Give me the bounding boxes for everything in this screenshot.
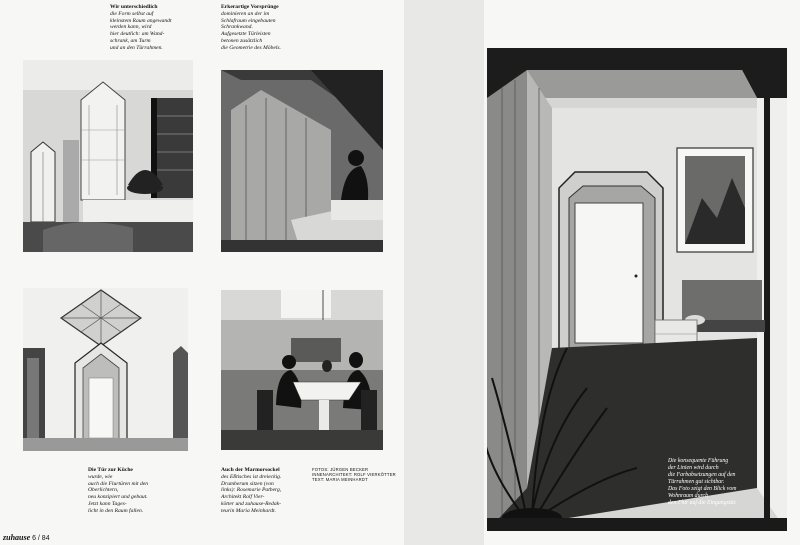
caption-title: Wir unterschiedlich [110,4,158,10]
caption-line: dominieren an der im [221,10,270,17]
photo-dining-table-image [221,290,383,450]
caption-top-right [221,4,316,52]
caption-line: neu konzipiert und gebaut. [88,494,148,501]
photo-bedroom-wardrobe-image [221,70,383,252]
caption-line: und an den Türrahmen. [110,44,163,51]
credit-line: INNENARCHITEKT: ROLF VIERKÖTTER [312,472,396,477]
overlay-line: Wohnraum durch [668,493,708,499]
caption-line: licht in den Raum fallen. [88,507,144,514]
caption-bottom-left [88,467,188,515]
photo-kitchen-door-image [23,288,188,451]
caption-line: Aufgesetzte Türleisten [221,31,271,38]
photo-living-room [23,60,193,252]
page-gutter [404,0,484,545]
caption-line: Drumherum sitzen (von [221,480,274,487]
overlay-line: den Flur auf die Eingangstür. [668,500,737,506]
photo-dining-table [221,290,383,450]
caption-line: die Geometrie des Möbels. [221,44,281,51]
credit-line: FOTOS: JÜRGEN BECKER [312,467,369,472]
caption-line: des Eßtisches ist dreieckig. [221,473,282,480]
caption-line: links): Rosemarie Patberg, [221,487,282,494]
caption-line: Architekt Rolf Vier- [221,494,265,501]
caption-top-left [110,4,205,52]
overlay-line: Türrahmen gut sichtbar. [668,479,725,485]
page-footer [3,533,50,542]
credit-line: TEXT: MARIA MEINHARDT [312,477,368,482]
caption-photo-overlay [668,458,786,507]
photo-kitchen-door [23,288,188,451]
caption-line: die Form selbst auf [110,10,154,17]
caption-bottom-middle [221,467,311,515]
caption-line: Oberlichtern, [88,487,119,494]
caption-line: kleinstem Raum angewandt [110,17,172,24]
overlay-line: die Farbabsetzungen auf den [668,472,736,478]
photo-bedroom-wardrobe [221,70,383,252]
caption-title: Die Tür zur Küche [88,467,133,473]
caption-line: Jetzt kann Tages- [88,500,127,507]
caption-line: wurde, wie [88,473,113,480]
caption-line: Schlafraum eingebauten [221,17,276,24]
overlay-line: Das Foto zeigt den Blick vom [668,486,737,492]
magazine-brand: zuhause [3,533,31,542]
caption-line: Schrankwand. [221,24,253,31]
caption-line: auch die Flurtüren mit den [88,480,149,487]
caption-line: kötter und zuhause-Redak- [221,500,281,507]
caption-title: Auch der Marmorsockel [221,467,280,473]
photo-credits [312,467,407,482]
overlay-line: Die konsequente Führung [668,458,729,464]
issue-number: 6 / 84 [32,535,50,542]
caption-line: betonen zusätzlich [221,37,263,44]
caption-line: werden kann, wird [110,24,152,31]
photo-living-room-image [23,60,193,252]
overlay-line: der Linien wird durch [668,465,719,471]
caption-line: schrank, am Turm [110,37,151,44]
caption-title: Erkerartige Vorsprünge [221,4,279,10]
caption-line: hier deutlich: am Wand- [110,31,165,38]
caption-line: teurin Maria Meinhardt. [221,507,276,514]
